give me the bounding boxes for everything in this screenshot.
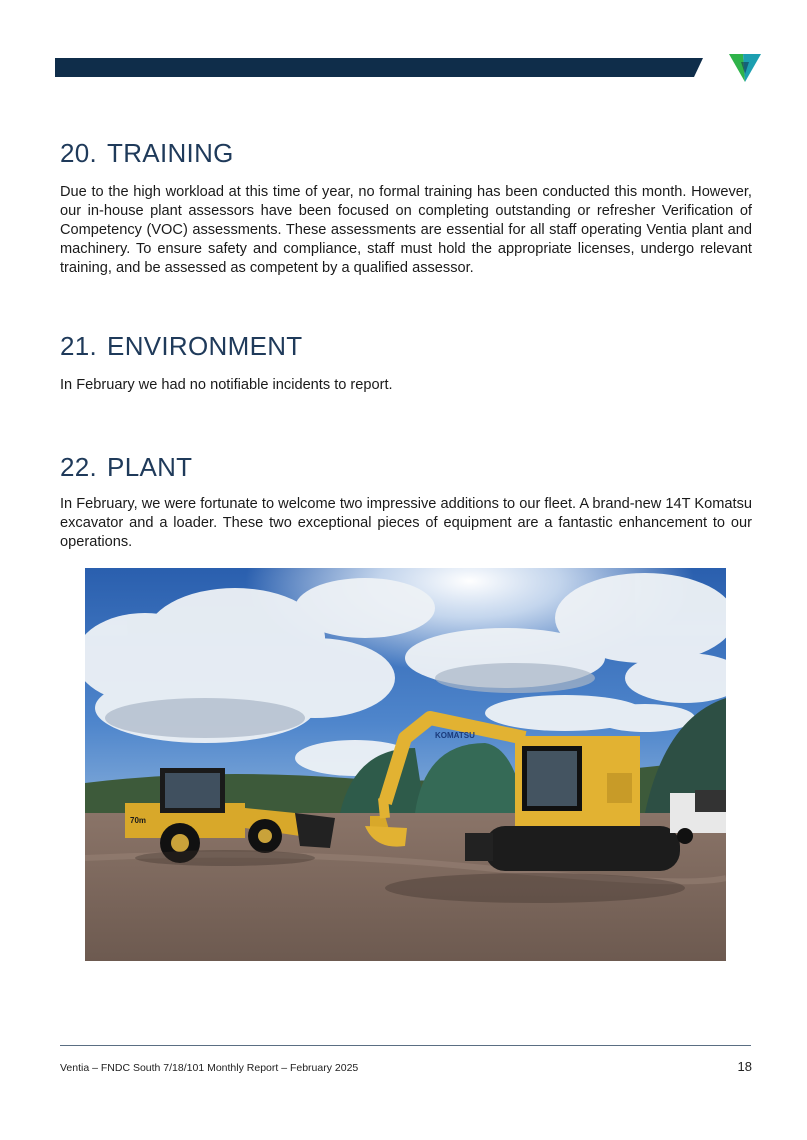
plant-paragraph: In February, we were fortunate to welcome two impressive additions to our fleet. A brand-new 14T Komatsu excavator and a loader. These two exceptional pieces of equipment are a fantastic enhancement to our operations. bbox=[60, 496, 752, 550]
training-paragraph: Due to the high workload at this time of year, no formal training has been conducted this month. However, our in-house plant assessors have been focused on completing outstanding or refresher Verification of Competency (VOC) assessments. These assessments are essential for all staff operating Ventia plant and machinery. To ensure safety and compliance, staff must hold the appropriate licenses, undergo relevant training, and be assessed as competent by a qualified assessor. bbox=[60, 184, 752, 276]
section-title-training bbox=[60, 138, 234, 169]
plant-photo-illustration bbox=[85, 568, 726, 961]
section-title-plant bbox=[60, 452, 192, 483]
plant-photo bbox=[85, 568, 726, 961]
section-heading: TRAINING bbox=[107, 138, 234, 168]
footer-divider bbox=[60, 1045, 751, 1046]
excavator-brand-label: KOMATSU bbox=[435, 731, 475, 740]
ventia-logo-icon bbox=[729, 52, 761, 82]
loader-model-label: 70m bbox=[130, 816, 147, 825]
section-title-environment bbox=[60, 331, 302, 362]
footer-text: Ventia – FNDC South 7/18/101 Monthly Report – February 2025 bbox=[60, 1062, 359, 1074]
section-heading: ENVIRONMENT bbox=[107, 331, 303, 361]
section-number: 22. bbox=[60, 452, 98, 482]
environment-paragraph: In February we had no notifiable incidents to report. bbox=[60, 377, 393, 393]
page-number: 18 bbox=[737, 1059, 752, 1074]
header-bar bbox=[55, 58, 703, 77]
section-number: 21. bbox=[60, 331, 98, 361]
section-number: 20. bbox=[60, 138, 98, 168]
section-heading: PLANT bbox=[107, 452, 193, 482]
